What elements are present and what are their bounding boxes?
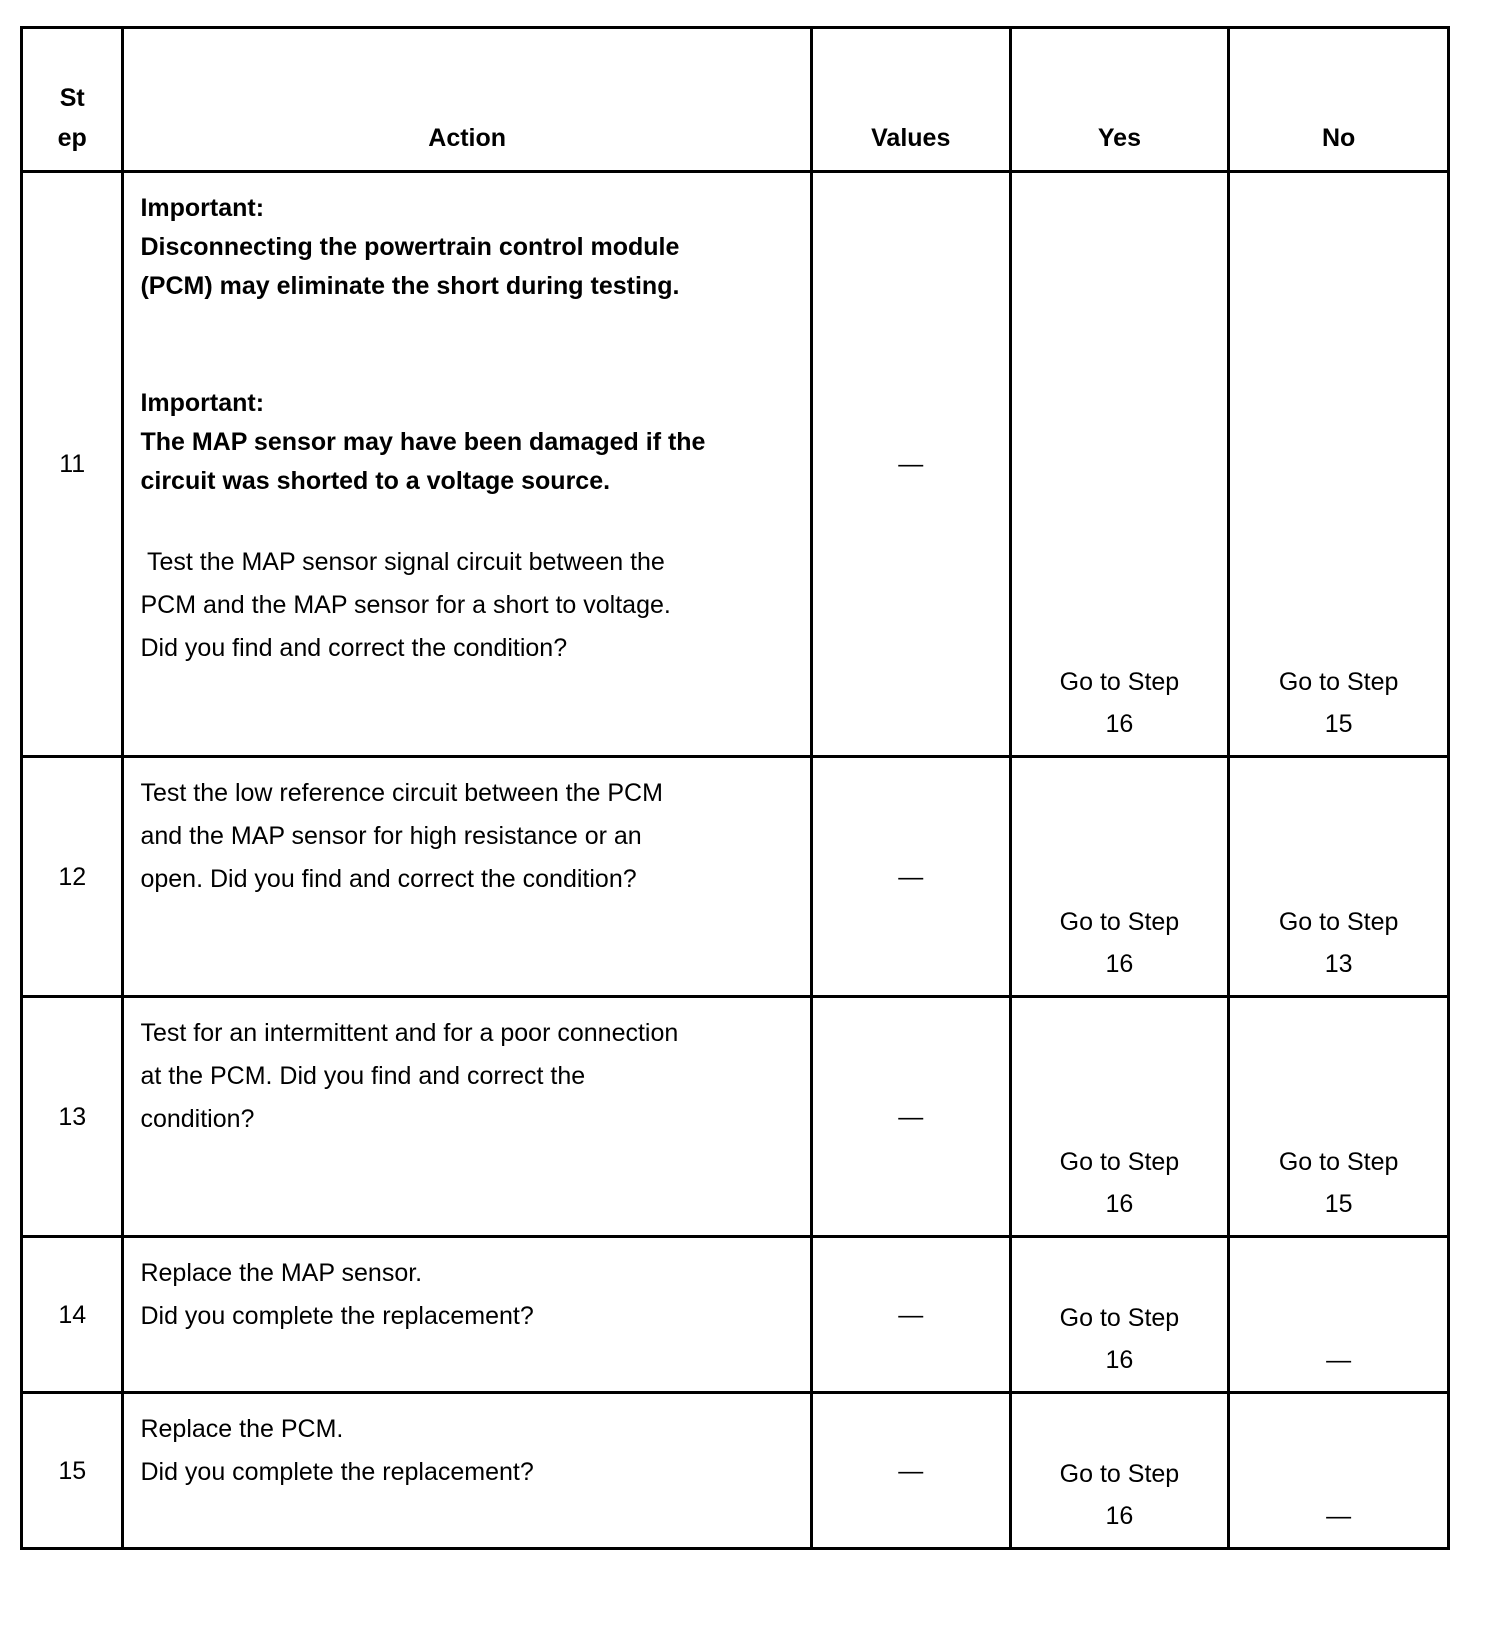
step-number: 12	[22, 757, 123, 997]
no-cell: —	[1229, 1237, 1449, 1393]
values-cell: —	[811, 172, 1010, 757]
header-no: No	[1229, 28, 1449, 172]
header-action: Action	[123, 28, 811, 172]
yes-goto-label: Go to Step	[1059, 668, 1180, 696]
yes-goto-step: 16	[1105, 1502, 1134, 1530]
yes-cell	[1010, 172, 1229, 757]
no-goto-label: Go to Step	[1278, 1148, 1399, 1176]
action-text: Replace the PCM.	[140, 1415, 344, 1443]
yes-goto-step: 16	[1105, 1190, 1134, 1218]
yes-goto-label: Go to Step	[1059, 1148, 1180, 1176]
step-number: 15	[22, 1393, 123, 1549]
action-cell	[123, 172, 811, 757]
table-row	[22, 757, 1449, 997]
yes-goto-step: 16	[1105, 1346, 1134, 1374]
no-cell: —	[1229, 1393, 1449, 1549]
table-row	[22, 1237, 1449, 1393]
yes-cell	[1010, 757, 1229, 997]
header-yes: Yes	[1010, 28, 1229, 172]
no-goto-step: 15	[1324, 1190, 1353, 1218]
step-number: 13	[22, 997, 123, 1237]
values-cell: —	[811, 1393, 1010, 1549]
action-text: Did you complete the replacement?	[140, 1458, 534, 1486]
action-cell	[123, 997, 811, 1237]
step-number: 11	[22, 172, 123, 757]
important-title: Important:	[140, 194, 265, 222]
action-cell	[123, 1393, 811, 1549]
no-cell	[1229, 997, 1449, 1237]
action-text: Test the low reference circuit between the PCM	[140, 779, 663, 807]
yes-goto-label: Go to Step	[1059, 1460, 1180, 1488]
header-row	[22, 28, 1449, 172]
table-row	[22, 1393, 1449, 1549]
action-text: and the MAP sensor for high resistance or an	[140, 822, 642, 850]
header-step-full	[0, 0, 1, 1]
header-step-line1: St	[59, 84, 85, 112]
important-text: (PCM) may eliminate the short during testing.	[140, 272, 680, 300]
no-goto-step: 15	[1324, 710, 1353, 738]
action-text: condition?	[140, 1105, 255, 1133]
action-text: Test the MAP sensor signal circuit between the	[140, 548, 665, 576]
action-text: at the PCM. Did you find and correct the	[140, 1062, 586, 1090]
values-cell: —	[811, 1237, 1010, 1393]
yes-cell	[1010, 1393, 1229, 1549]
no-goto-step: 13	[1324, 950, 1353, 978]
no-goto-label: Go to Step	[1278, 668, 1399, 696]
important-title: Important:	[140, 389, 265, 417]
important-text: Disconnecting the powertrain control module	[140, 233, 680, 261]
header-values: Values	[811, 28, 1010, 172]
values-cell: —	[811, 997, 1010, 1237]
important-text: The MAP sensor may have been damaged if the	[140, 428, 706, 456]
yes-goto-label: Go to Step	[1059, 1304, 1180, 1332]
action-text: Test for an intermittent and for a poor connection	[140, 1019, 679, 1047]
action-cell	[123, 1237, 811, 1393]
action-text: open. Did you find and correct the condition?	[140, 865, 637, 893]
important-text: circuit was shorted to a voltage source.	[140, 467, 611, 495]
yes-goto-step: 16	[1105, 950, 1134, 978]
values-cell: —	[811, 757, 1010, 997]
yes-cell	[1010, 997, 1229, 1237]
yes-goto-step: 16	[1105, 710, 1134, 738]
diagnostic-table	[20, 26, 1450, 1550]
header-step	[22, 28, 123, 172]
action-cell	[123, 757, 811, 997]
no-cell	[1229, 757, 1449, 997]
yes-cell	[1010, 1237, 1229, 1393]
table-row	[22, 172, 1449, 757]
no-goto-label: Go to Step	[1278, 908, 1399, 936]
action-text: Did you complete the replacement?	[140, 1302, 534, 1330]
action-text: PCM and the MAP sensor for a short to voltage.	[140, 591, 671, 619]
no-cell	[1229, 172, 1449, 757]
step-number: 14	[22, 1237, 123, 1393]
table-row	[22, 997, 1449, 1237]
action-text: Replace the MAP sensor.	[140, 1259, 423, 1287]
yes-goto-label: Go to Step	[1059, 908, 1180, 936]
header-step-line2: ep	[57, 124, 87, 152]
action-text: Did you find and correct the condition?	[140, 634, 568, 662]
